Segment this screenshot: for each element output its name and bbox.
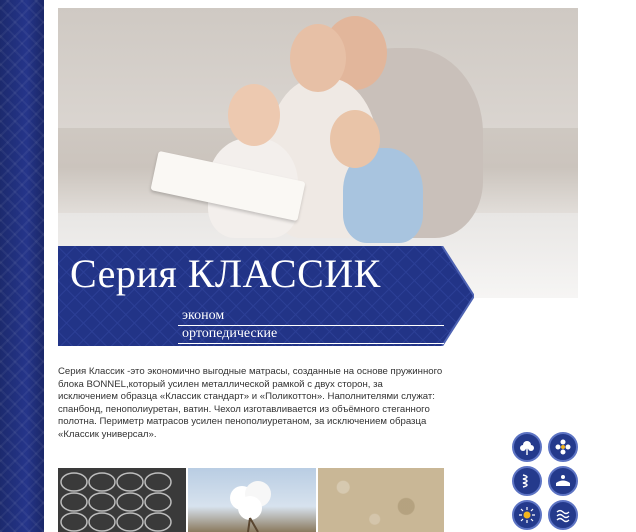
spring-icon [512, 466, 542, 496]
spring-block-photo [58, 468, 186, 532]
girl-head [228, 84, 280, 146]
page-spine-decoration [0, 0, 44, 532]
subtitle-divider [178, 343, 444, 344]
cotton-icon [512, 432, 542, 462]
filler-material-photo [318, 468, 444, 532]
sun-icon [512, 500, 542, 530]
flower-icon [548, 432, 578, 462]
breathable-icon [548, 500, 578, 530]
subtitle-economy: эконом [182, 308, 225, 323]
subtitle-orthopedic: ортопедические [182, 326, 278, 341]
mother-head [290, 24, 346, 92]
hand-comfort-icon [548, 466, 578, 496]
series-description: Серия Классик -это экономично выгодные матрасы, созданные на основе пружинного блока BONNEL,который усилен металлической рамкой с двух сторон, за исключением образца «Классик стандарт» и «Поликоттон». Наполнителями служат: спанбонд, пенополиуретан, ватин. Чехол изготавливается из объёмного стеганного полотна. Периметр матрасов усилен пенополиуретаном, за исключением образца «Классик универсал». [58, 366, 443, 440]
boy-head [330, 110, 380, 168]
series-title: Серия КЛАССИК [70, 251, 381, 296]
cotton-boll-photo [188, 468, 316, 532]
